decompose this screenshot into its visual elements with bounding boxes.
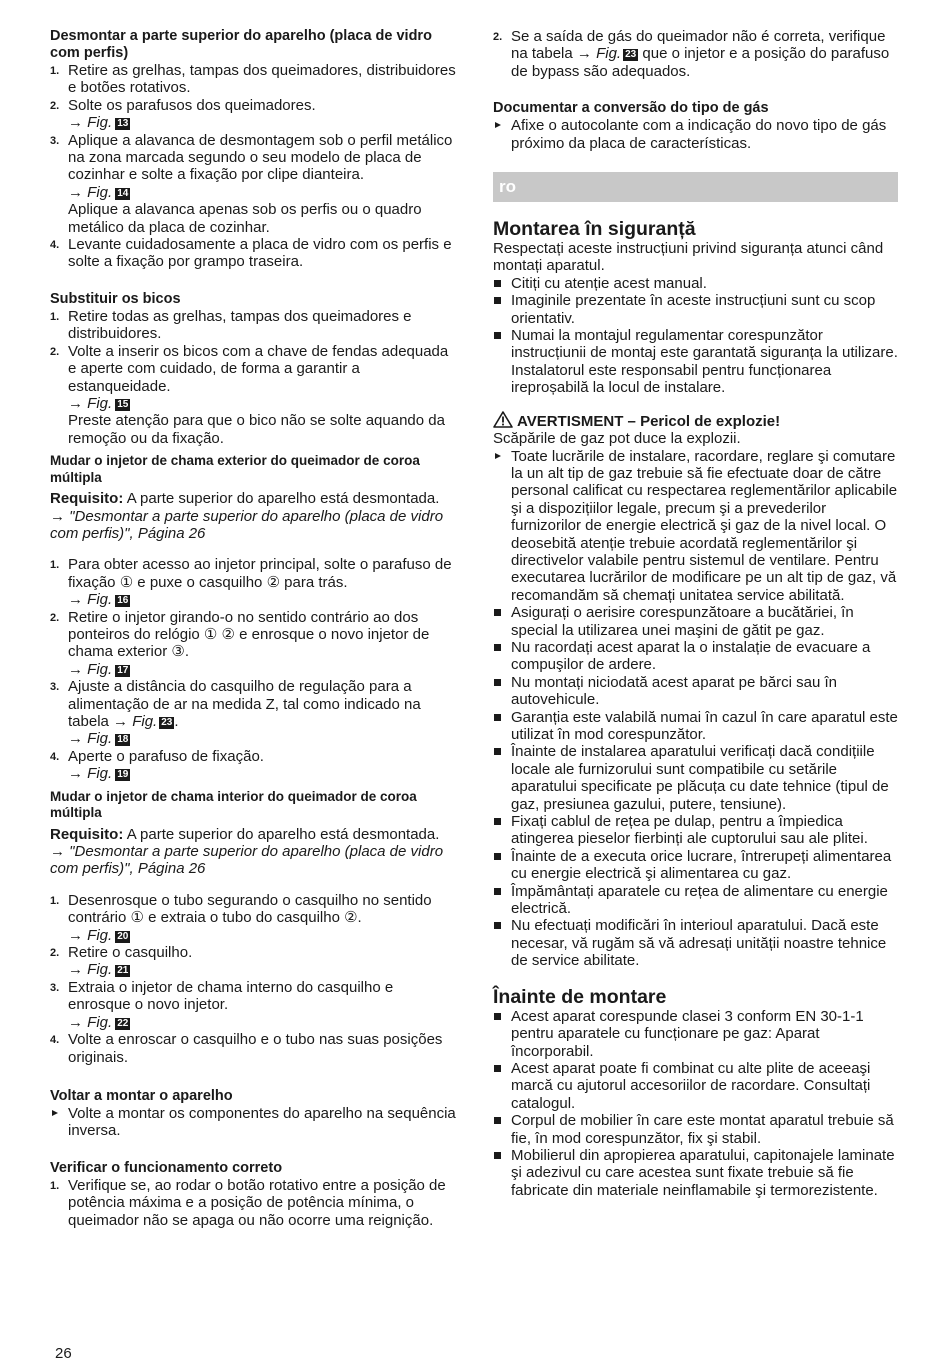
figure-ref: → Fig. 20 (68, 926, 129, 944)
steps-injetor-exterior (50, 556, 458, 782)
list-item: Asigurați o aerisire corespunzătoare a bucătăriei, în special la utilizarea unei maşini de gătit pe gaz. (493, 604, 898, 639)
list-item: 2. Se a saída de gás do queimador não é correta, verifique na tabela → Fig. 23 que o injetor e a posição do parafuso de bypass são adequados. (493, 28, 890, 80)
figure-ref: → Fig. 17 (68, 660, 129, 678)
square-bullet-icon (494, 1117, 501, 1124)
language-code: ro (499, 177, 516, 197)
square-bullet-icon (494, 332, 501, 339)
square-bullet-icon (494, 1013, 501, 1020)
list-item: Acest aparat poate fi combinat cu alte plite de aceeaşi marcă cu ajutorul accesoriilor de racordare. Consultați catalogul. (493, 1060, 898, 1112)
warning-icon (493, 411, 513, 428)
figure-number-badge: 22 (117, 1017, 129, 1029)
steps-verificar-continued (493, 28, 898, 80)
figure-number-badge: 23 (161, 717, 173, 728)
square-bullet-icon (494, 853, 501, 860)
figure-ref: → Fig. 22 (68, 1013, 129, 1031)
safety-intro: Respectați aceste instrucțiuni privind siguranța atunci când montați aparatul. (493, 240, 884, 275)
list-item: 1. Desenrosque o tubo segurando o casquilho no sentido contrário ① e extraia o tubo do casquilho ②. → Fig. 20 (50, 891, 432, 944)
list-item: 3. Aplique a alavanca de desmontagem sob o perfil metálico na zona marcada segundo o seu modelo de placa de cozinhar e solte a fixação por clipe dianteira. → Fig. 14 Aplique a alavanca apenas sob os perfis ou o quadro metálico da placa de cozinhar. (50, 131, 453, 236)
figure-ref: → Fig. 15 (68, 394, 129, 412)
figure-ref: → Fig. 14 (68, 183, 129, 201)
list-item: 1. Para obter acesso ao injetor principal, solte o parafuso de fixação ① e puxe o casquilho ② para trás. → Fig. 16 (50, 556, 452, 609)
figure-ref: → Fig. 13 (68, 114, 129, 132)
section-title-substituir: Substituir os bicos (50, 290, 181, 307)
list-item: 1. Verifique se, ao rodar o botão rotativo entre a posição de potência máxima e a posição de potência mínima, o queimador não se apaga ou não ocorre uma reignição. (50, 1176, 446, 1229)
steps-substituir (50, 308, 458, 447)
list-item: 2. Retire o casquilho. → Fig. 21 (50, 944, 193, 979)
square-bullet-icon (494, 644, 501, 651)
square-bullet-icon (494, 748, 501, 755)
figure-number-badge: 15 (117, 398, 129, 410)
square-bullet-icon (494, 297, 501, 304)
list-item: 4. Levante cuidadosamente a placa de vidro com os perfis e solte a fixação por grampo traseira. (50, 236, 452, 271)
square-bullet-icon (494, 609, 501, 616)
list-item: Acest aparat corespunde clasei 3 conform EN 30-1-1 pentru aparatele cu funcționare pe gaz: Aparat încorporabil. (493, 1008, 898, 1060)
bullets-safety-2 (493, 604, 898, 970)
triangle-bullet-icon (495, 122, 501, 128)
language-bar (493, 172, 898, 202)
list-item: Mobilierul din apropierea aparatului, capitonajele laminate şi adezivul cu care acestea sunt fixate trebuie să fie fabricate din materiale neinflamabile şi termorezistente. (493, 1147, 898, 1199)
bullets-documentar (493, 117, 898, 152)
list-item: Citiți cu atenție acest manual. (493, 275, 898, 292)
section-title-injetor-interior: Mudar o injetor de chama interior do queimador de coroa múltipla (50, 788, 417, 821)
list-item: Înainte de instalarea aparatului verificați dacă condițiile locale ale furnizorului sunt compatibile cu setările aparatului specificate pe plăcuța cu date tehnice (tipul de gaz, presiunea gazului, putere, tensiune). (493, 743, 898, 813)
figure-number-badge: 13 (117, 118, 129, 130)
list-item: Înainte de a executa orice lucrare, întrerupeți alimentarea cu energie electrică şi alimentarea cu gaz. (493, 848, 898, 883)
list-item: 1. Retire as grelhas, tampas dos queimadores, distribuidores e botões rotativos. (50, 62, 456, 97)
triangle-bullet-icon (52, 1110, 58, 1116)
figure-ref: → Fig. 23 (576, 45, 637, 63)
list-item: 1. Retire todas as grelhas, tampas dos queimadores e distribuidores. (50, 307, 412, 343)
list-item: Afixe o autocolante com a indicação do novo tipo de gás próximo da placa de características. (493, 117, 898, 152)
list-item: Imaginile prezentate în aceste instrucțiuni sunt cu scop orientativ. (493, 292, 898, 327)
step-note: Aplique a alavanca apenas sob os perfis ou o quadro metálico da placa de cozinhar. (68, 201, 422, 236)
square-bullet-icon (494, 922, 501, 929)
square-bullet-icon (494, 1065, 501, 1072)
list-item: Garanția este valabilă numai în cazul în care aparatul este utilizat în mod corespunzător. (493, 709, 898, 744)
list-item: 3. Ajuste a distância do casquilho de regulação para a alimentação de ar na medida Z, tal como indicado na tabela → Fig. 23 . → Fig. 18 (50, 678, 421, 748)
list-item: Corpul de mobilier în care este montat aparatul trebuie să fie, în mod corespunzător, fix şi stabil. (493, 1112, 898, 1147)
right-column (493, 28, 898, 1199)
steps-injetor-interior (50, 892, 458, 1066)
figure-ref: → Fig. 16 (68, 591, 129, 609)
page-number: 26 (55, 1345, 72, 1362)
list-item: 4. Volte a enroscar o casquilho e o tubo nas suas posições originais. (50, 1031, 443, 1066)
section-title-inainte: Înainte de montare (493, 985, 667, 1008)
bullets-safety (493, 275, 898, 397)
figure-ref: → Fig. 18 (68, 730, 129, 748)
requirement: Requisito: A parte superior do aparelho está desmontada. → "Desmontar a parte superior do aparelho (placa de vidro com perfis)", Página 26 (50, 490, 444, 542)
warning-text: Scăpările de gaz pot duce la explozii. (493, 430, 741, 448)
figure-number-badge: 19 (117, 769, 129, 781)
section-title-voltar-montar: Voltar a montar o aparelho (50, 1087, 233, 1104)
bullets-voltar-montar (50, 1105, 458, 1140)
list-item: Împământați aparatele cu rețea de alimentare cu energie electrică. (493, 883, 898, 918)
triangle-bullet-icon (495, 453, 501, 459)
figure-number-badge: 20 (117, 930, 129, 942)
list-item: Numai la montajul regulamentar corespunzător instrucțiunii de montaj este garantată siguranța la utilizare. Instalatorul este responsabil pentru funcționarea ireproșabilă la locul de instalare. (493, 327, 898, 397)
section-title-desmontar: Desmontar a parte superior do aparelho (placa de vidro com perfis) (50, 28, 432, 61)
figure-ref: → Fig. 21 (68, 961, 129, 979)
requirement: Requisito: A parte superior do aparelho está desmontada. → "Desmontar a parte superior do aparelho (placa de vidro com perfis)", Página 26 (50, 825, 444, 878)
page-reference: "Desmontar a parte superior do aparelho (placa de vidro com perfis)", Página 26 (50, 507, 444, 542)
list-item: 2. Retire o injetor girando-o no sentido contrário ao dos ponteiros do relógio ① ② e enrosque o novo injetor de chama exterior ③. → Fig. 17 (50, 608, 430, 678)
figure-number-badge: 17 (117, 664, 129, 676)
bullets-inainte (493, 1008, 898, 1199)
list-item: Fixați cablul de rețea pe dulap, pentru a împiedica atingerea pieselor fierbinți ale cuptorului sau ale plitei. (493, 813, 898, 848)
list-item: Toate lucrările de instalare, racordare, reglare şi comutare la un alt tip de gaz trebuie să fie efectuate doar de către personal calificat cu respectarea reglementărilor aplicabile şi a dispozițiilor legale, precum şi a prevederilor furnizorilor de energie electrică şi gaz de la nivel local. O deosebită atenție trebuie acordată reglementărilor şi directivelor valabile pentru sistemul de ventilare. Pentru executarea lucrărilor de modificare pe un alt tip de gaz, vă recomandăm să chemați unitatea service abilitată. (493, 448, 898, 605)
section-title-documentar: Documentar a conversão do tipo de gás (493, 100, 769, 117)
section-title-verificar: Verificar o funcionamento correto (50, 1159, 283, 1176)
section-title-montarea: Montarea în siguranță (493, 218, 696, 241)
list-item: Nu montați niciodată acest aparat pe bărci sau în autovehicule. (493, 674, 898, 709)
square-bullet-icon (494, 818, 501, 825)
figure-number-badge: 23 (625, 49, 637, 61)
list-item: Nu efectuați modificări în interioul aparatului. Dacă este necesar, vă rugăm să vă adresați unității noastre tehnice de service abilitate. (493, 917, 898, 969)
list-item: 2. Solte os parafusos dos queimadores. → Fig. 13 (50, 96, 316, 132)
figure-ref: → Fig. 23 (113, 713, 173, 730)
figure-ref: → Fig. 19 (68, 765, 129, 783)
list-item: 3. Extraia o injetor de chama interno do casquilho e enrosque o novo injetor. → Fig. 22 (50, 978, 394, 1031)
square-bullet-icon (494, 714, 501, 721)
square-bullet-icon (494, 1152, 501, 1159)
list-item: Nu racordați acest aparat la o instalație de evacuare a compuşilor de ardere. (493, 639, 898, 674)
bullets-warning (493, 448, 898, 605)
figure-number-badge: 14 (117, 187, 129, 199)
page-reference: "Desmontar a parte superior do aparelho (placa de vidro com perfis)", Página 26 (50, 843, 444, 878)
warning-heading: AVERTISMENT – Pericol de explozie! (493, 411, 898, 430)
square-bullet-icon (494, 679, 501, 686)
square-bullet-icon (494, 888, 501, 895)
list-item: Volte a montar os componentes do aparelho na sequência inversa. (50, 1105, 458, 1140)
figure-number-badge: 21 (117, 965, 129, 977)
steps-desmontar (50, 62, 458, 271)
list-item: 4. Aperte o parafuso de fixação. → Fig. 19 (50, 747, 264, 783)
figure-number-badge: 16 (117, 595, 129, 607)
square-bullet-icon (494, 280, 501, 287)
left-column (50, 28, 458, 1229)
figure-number-badge: 18 (117, 734, 129, 746)
steps-verificar (50, 1177, 458, 1229)
list-item: 2. Volte a inserir os bicos com a chave de fendas adequada e aperte com cuidado, de forma a garantir a estanqueidade. → Fig. 15 Preste atenção para que o bico não se solte aquando da remoção ou da fixação. (50, 342, 449, 447)
section-title-injetor-exterior: Mudar o injetor de chama exterior do queimador de coroa múltipla (50, 453, 420, 485)
step-note: Preste atenção para que o bico não se solte aquando da remoção ou da fixação. (68, 412, 445, 447)
